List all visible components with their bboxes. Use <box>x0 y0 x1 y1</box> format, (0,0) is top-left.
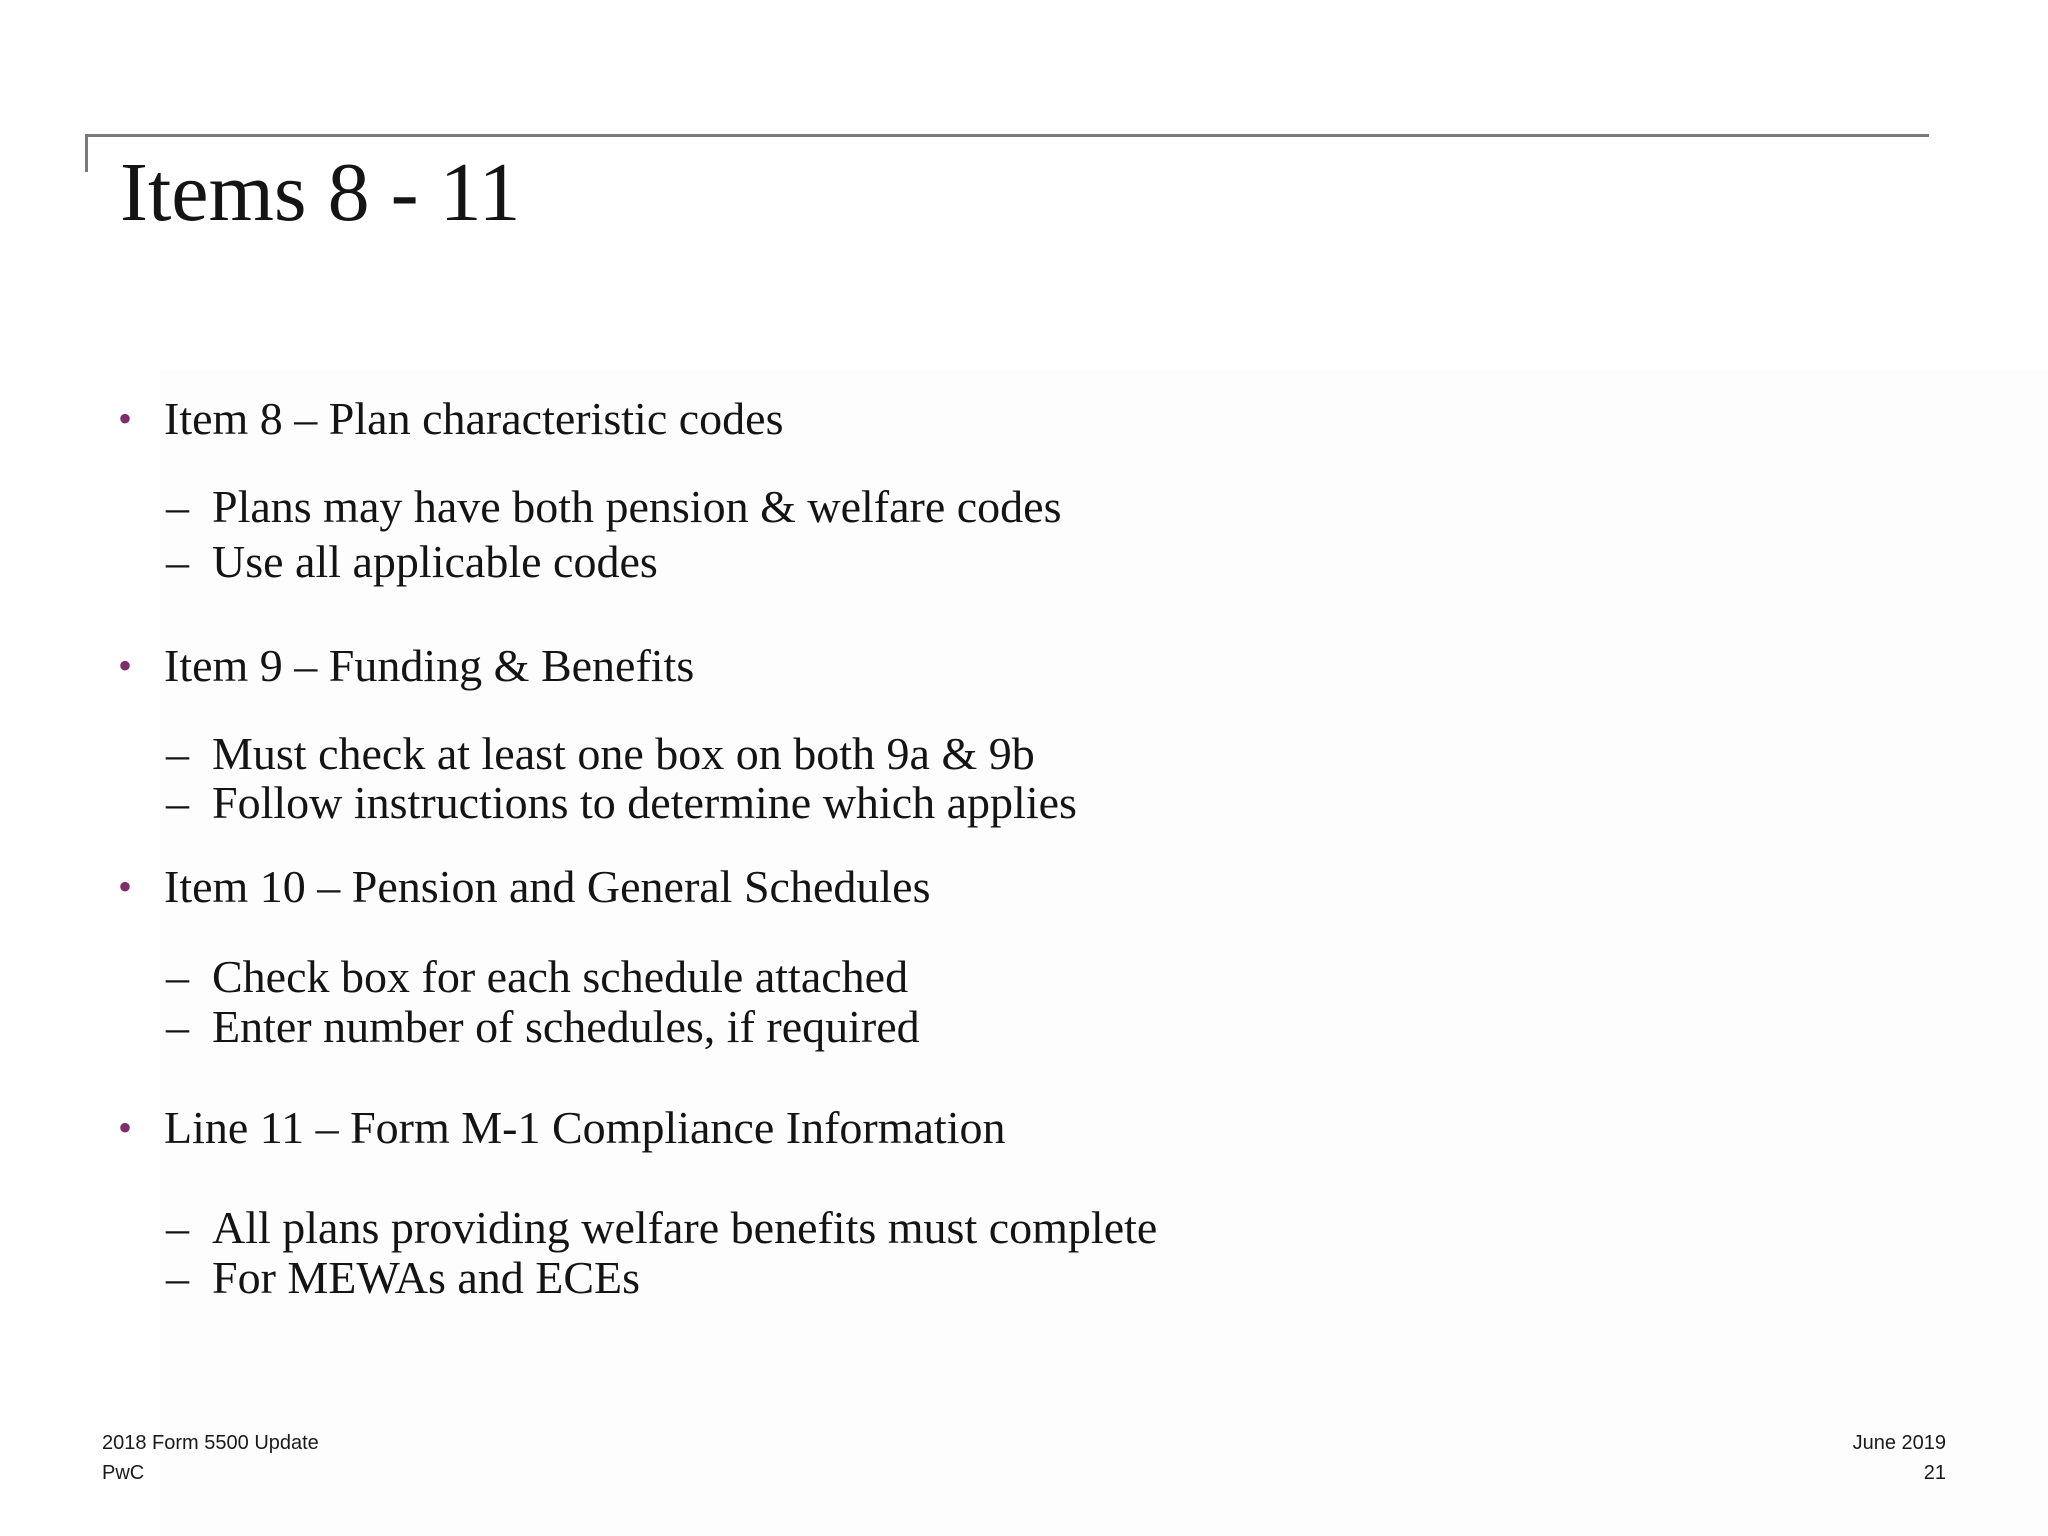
footer-company: PwC <box>102 1462 145 1484</box>
subitem-text: Plans may have both pension & welfare codes <box>212 481 1062 532</box>
subitem-text: Check box for each schedule attached <box>212 951 909 1002</box>
bullet-text: Item 10 – Pension and General Schedules <box>164 861 931 912</box>
subitem <box>166 534 658 590</box>
bullet-dot-icon: • <box>118 864 133 909</box>
subitem <box>166 1250 640 1306</box>
bullet-dot-icon: • <box>118 396 133 441</box>
subitem-text: Use all applicable codes <box>212 536 658 587</box>
bullet-dot-icon: • <box>118 643 133 688</box>
bullet-text: Item 8 – Plan characteristic codes <box>164 393 784 444</box>
dash-icon: – <box>166 728 189 779</box>
footer-presentation-title: 2018 Form 5500 Update <box>102 1432 319 1454</box>
title-frame-left-tick <box>85 134 88 172</box>
bullet-item-9 <box>118 637 694 695</box>
subitem <box>166 949 908 1005</box>
subitem <box>166 999 920 1055</box>
subitem <box>166 479 1062 535</box>
subitem <box>166 775 1077 831</box>
bullet-line-11 <box>118 1099 1005 1157</box>
dash-icon: – <box>166 777 189 828</box>
dash-icon: – <box>166 1252 189 1303</box>
subitem-text: Follow instructions to determine which applies <box>212 777 1077 828</box>
dash-icon: – <box>166 951 189 1002</box>
bullet-item-8 <box>118 390 783 448</box>
subitem-text: Enter number of schedules, if required <box>212 1001 920 1052</box>
slide-title: Items 8 - 11 <box>120 146 521 239</box>
bullet-text: Line 11 – Form M-1 Compliance Information <box>164 1102 1006 1153</box>
dash-icon: – <box>166 1202 189 1253</box>
subitem-text: All plans providing welfare benefits must complete <box>212 1202 1158 1253</box>
subitem <box>166 726 1035 782</box>
footer-page-number: 21 <box>1923 1462 1946 1484</box>
dash-icon: – <box>166 1001 189 1052</box>
subitem-text: Must check at least one box on both 9a & 9b <box>212 728 1035 779</box>
footer-date: June 2019 <box>1852 1432 1946 1454</box>
dash-icon: – <box>166 536 189 587</box>
bullet-item-10 <box>118 858 930 916</box>
title-frame-top-rule <box>85 134 1929 137</box>
subitem <box>166 1200 1157 1256</box>
bullet-dot-icon: • <box>118 1105 133 1150</box>
dash-icon: – <box>166 481 189 532</box>
subitem-text: For MEWAs and ECEs <box>212 1252 641 1303</box>
bullet-text: Item 9 – Funding & Benefits <box>164 640 695 691</box>
